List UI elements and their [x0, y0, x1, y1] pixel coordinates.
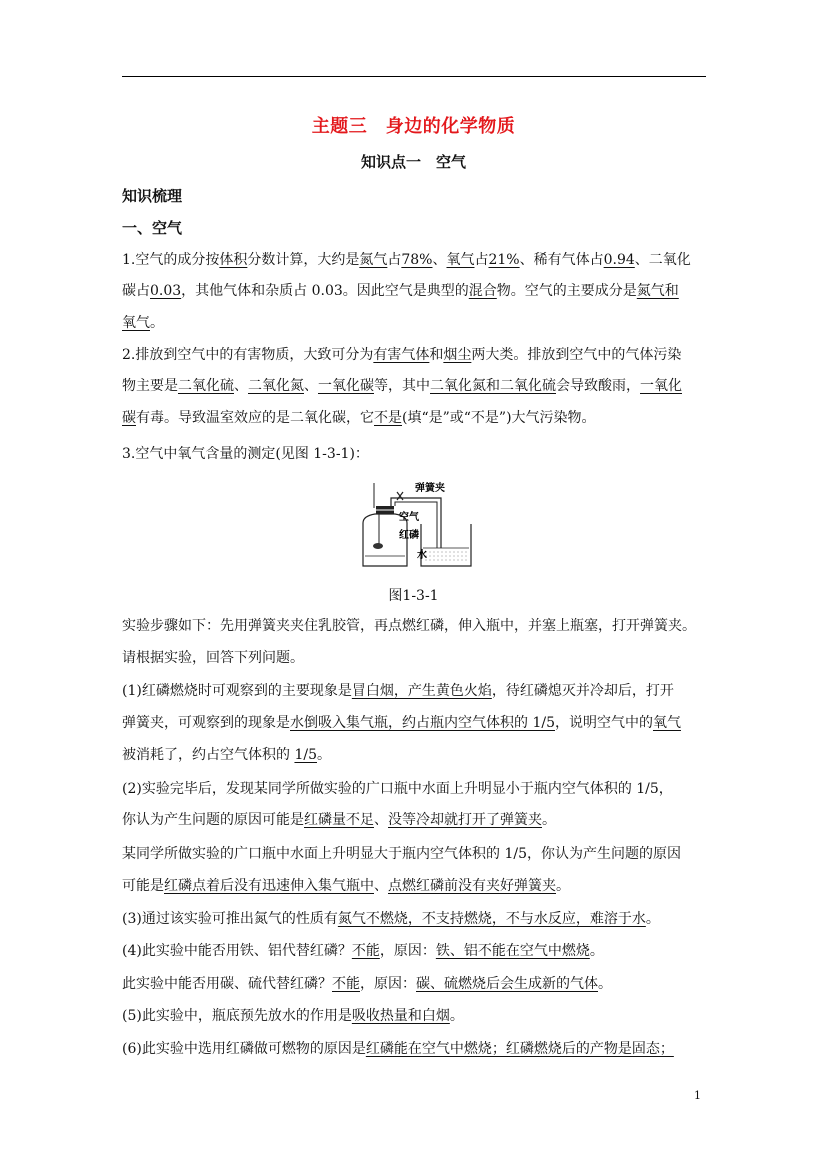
answer-text: 氮气不燃烧，不支持燃烧，不与水反应，难溶于水: [337, 911, 646, 927]
answer-text: 体积: [219, 252, 248, 268]
answer-text: 78%: [401, 252, 433, 268]
text-segment: ，原因：: [379, 943, 436, 959]
text-segment: 、: [374, 878, 388, 894]
text-line: [122, 779, 673, 799]
text-segment: (4)此实验中能否用铁、铝代替红磷？: [122, 943, 352, 959]
section-label: 知识梳理: [122, 187, 183, 205]
text-line: [122, 941, 604, 961]
text-segment: 实验步骤如下：先用弹簧夹夹住乳胶管，再点燃红磷，伸入瓶中，并塞上瓶塞，打开弹簧夹。: [122, 618, 696, 634]
text-line: [122, 1039, 674, 1059]
answer-text: 冒白烟，产生黄色火焰: [351, 683, 492, 699]
experiment-figure: [355, 478, 485, 573]
text-segment: 分数计算，大约是: [247, 252, 360, 268]
text-line: [122, 648, 304, 668]
answer-text: 吸收热量和白烟: [351, 1008, 450, 1024]
text-segment: 。: [589, 943, 604, 959]
clamp-shape: [397, 492, 403, 500]
answer-text: 二氧化硫: [178, 378, 234, 394]
answer-text: 铁、铝不能在空气中燃烧: [435, 943, 590, 959]
header-rule: [122, 76, 706, 77]
answer-text: 21%: [488, 252, 520, 268]
text-segment: 某同学所做实验的广口瓶中水面上升明显大于瓶内空气体积的 1/5，你认为产生问题的原因: [122, 846, 681, 862]
text-segment: 。: [542, 812, 556, 828]
text-segment: 、: [234, 378, 248, 394]
text-segment: 物主要是: [122, 378, 178, 394]
text-line: [122, 616, 696, 636]
answer-text: 没等冷却就打开了弹簧夹: [388, 812, 542, 828]
text-line: [122, 281, 679, 301]
text-segment: 。: [598, 976, 612, 992]
answer-text: 二氧化氮和二氧化硫: [430, 378, 556, 394]
text-segment: 弹簧夹，可观察到的现象是: [122, 715, 290, 731]
text-segment: 。: [449, 1008, 464, 1024]
text-line: [122, 444, 369, 464]
text-line: [122, 713, 681, 733]
text-segment: 、: [304, 378, 318, 394]
answer-text: 红磷量不足: [304, 812, 374, 828]
answer-text: 红磷能在空气中燃烧；红磷燃烧后的产物是固态；: [365, 1041, 674, 1057]
text-segment: ，待红磷熄灭并冷却后，打开: [491, 683, 674, 699]
water-label: 水: [417, 550, 427, 561]
section-heading: 一、空气: [122, 219, 183, 237]
beaker-shape: [421, 524, 471, 566]
text-segment: 、: [432, 252, 447, 268]
text-segment: ，原因：: [360, 976, 416, 992]
text-line: [122, 408, 596, 428]
answer-text: 一氧化: [640, 378, 682, 394]
text-line: [122, 745, 331, 765]
answer-text: 碳: [122, 410, 136, 426]
answer-text: 点燃红磷前没有夹好弹簧夹: [388, 878, 556, 894]
text-segment: 有毒。导致温室效应的是二氧化碳，它: [136, 410, 374, 426]
page-title: 主题三 身边的化学物质: [311, 116, 516, 137]
text-segment: 、稀有气体占: [519, 252, 604, 268]
answer-text: 一氧化碳: [318, 378, 374, 394]
text-segment: 两大类。排放到空气中的气体污染: [471, 347, 682, 363]
text-segment: 可能是: [122, 878, 164, 894]
text-line: [122, 376, 682, 396]
text-segment: 等，其中: [374, 378, 430, 394]
text-line: [122, 974, 612, 994]
text-segment: ，其他气体和杂质占 0.03。因此空气是典型的: [181, 283, 469, 299]
text-segment: 3.空气中氧气含量的测定(见图 1-3-1)：: [122, 446, 369, 462]
text-line: [122, 313, 164, 333]
air-label: 空气: [399, 512, 419, 523]
answer-text: 混合: [468, 283, 497, 299]
answer-text: 碳、硫燃烧后会生成新的气体: [416, 976, 598, 992]
text-segment: (6)此实验中选用红磷做可燃物的原因是: [122, 1041, 366, 1057]
phosphorus-spoon: [373, 543, 383, 549]
text-line: [122, 1006, 464, 1026]
text-segment: 占: [387, 252, 402, 268]
figure-caption: 图1-3-1: [388, 588, 439, 604]
text-line: [122, 810, 556, 830]
answer-text: 氮气: [359, 252, 388, 268]
text-segment: 和: [429, 347, 444, 363]
text-segment: 。: [150, 315, 164, 331]
text-segment: 被消耗了，约占空气体积的: [122, 747, 295, 763]
text-segment: 、二氧化: [634, 252, 691, 268]
answer-text: 氧气: [122, 315, 150, 331]
text-segment: 占: [474, 252, 489, 268]
tube-inner-shape: [395, 502, 437, 548]
text-segment: (3)通过该实验可推出氮气的性质有: [122, 911, 338, 927]
answer-text: 氧气: [446, 252, 475, 268]
page-number: 1: [694, 1089, 701, 1102]
answer-text: 水倒吸入集气瓶，约占瓶内空气体积的 1/5: [290, 715, 555, 731]
answer-text: 0.94: [603, 252, 635, 268]
answer-text: 烟尘: [443, 347, 472, 363]
text-line: [122, 876, 570, 896]
text-segment: 。: [556, 878, 570, 894]
answer-text: 二氧化氮: [248, 378, 304, 394]
answer-text: 氮气和: [636, 283, 679, 299]
text-segment: 2.排放到空气中的有害物质，大致可分为: [122, 347, 374, 363]
text-segment: (5)此实验中，瓶底预先放水的作用是: [122, 1008, 352, 1024]
text-segment: (填“是”或“不是”)大气污染物。: [402, 410, 596, 426]
text-segment: 碳占: [122, 283, 150, 299]
clamp-label: 弹簧夹: [415, 483, 445, 494]
answer-text: 不能: [351, 943, 380, 959]
text-segment: 、: [374, 812, 388, 828]
text-line: [122, 681, 674, 701]
text-line: [122, 844, 681, 864]
text-segment: 。: [645, 911, 660, 927]
answer-text: 不是: [374, 410, 402, 426]
section-subtitle: 知识点一 空气: [360, 153, 466, 171]
text-segment: 你认为产生问题的原因可能是: [122, 812, 304, 828]
answer-text: 1/5: [294, 747, 317, 763]
text-segment: 请根据实验，回答下列问题。: [122, 650, 304, 666]
text-line: [122, 909, 660, 929]
text-segment: (1)红磷燃烧时可观察到的主要现象是: [122, 683, 352, 699]
answer-text: 不能: [332, 976, 360, 992]
text-segment: 会导致酸雨，: [556, 378, 640, 394]
answer-text: 红磷点着后没有迅速伸入集气瓶中: [164, 878, 374, 894]
answer-text: 0.03: [150, 283, 182, 299]
text-segment: ，说明空气中的: [554, 715, 653, 731]
text-segment: 物。空气的主要成分是: [496, 283, 637, 299]
text-segment: (2)实验完毕后，发现某同学所做实验的广口瓶中水面上升明显小于瓶内空气体积的 1/5，: [122, 781, 673, 797]
phosphorus-label: 红磷: [399, 530, 419, 541]
answer-text: 有害气体: [373, 347, 430, 363]
text-segment: 此实验中能否用碳、硫代替红磷？: [122, 976, 332, 992]
answer-text: 氧气: [652, 715, 681, 731]
text-line: [122, 345, 681, 365]
text-segment: 。: [316, 747, 331, 763]
text-line: [122, 250, 691, 270]
text-segment: 1.空气的成分按: [122, 252, 220, 268]
